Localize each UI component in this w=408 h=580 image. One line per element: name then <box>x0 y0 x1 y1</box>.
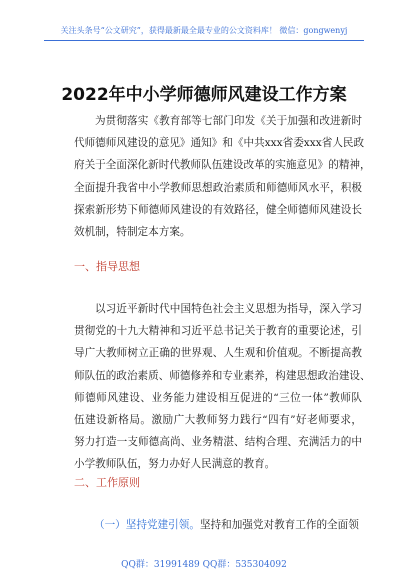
paragraph-line: 贯彻党的十九大精神和习近平总书记关于教育的重要论述，引 <box>74 325 362 338</box>
intro-paragraph <box>74 110 371 243</box>
paragraph-line: 代师德师风建设的意见》通知》和《中共xxx省委xxx省人民政 <box>74 137 365 150</box>
paragraph-line: 为贯彻落实《教育部等七部门印发《关于加强和改进新时 <box>95 115 362 127</box>
principle-item-1 <box>74 517 362 533</box>
paragraph-line: 效机制，特制定本方案。 <box>74 226 191 239</box>
paragraph-line: 全面提升我省中小学教师思想政治素质和师德师风水平，积极 <box>74 181 362 194</box>
section-heading-guiding-ideology: 一、指导思想 <box>74 260 140 273</box>
section-heading-work-principles: 二、工作原则 <box>74 476 140 489</box>
principle-item-text: 坚持和加强党对教育工作的全面领 <box>199 519 359 531</box>
footer-contact: QQ群：31991489 QQ群：535304092 <box>121 560 287 570</box>
document-title: 2022年中小学师德师风建设工作方案 <box>61 85 347 105</box>
guiding-ideology-paragraph <box>74 298 371 476</box>
paragraph-line: 以习近平新时代中国特色社会主义思想为指导，深入学习 <box>95 303 362 315</box>
paragraph-line: 导广大教师树立正确的世界观、人生观和价值观。不断提高教 <box>74 347 362 360</box>
paragraph-line: 府关于全面深化新时代教师队伍建设改革的实施意见》的精神， <box>74 159 371 172</box>
paragraph-line: 师队伍的政治素质、师德修养和专业素养，构建思想政治建设、 <box>74 369 371 382</box>
paragraph-line: 师德师风建设、业务能力建设相互促进的“三位一体”教师队 <box>74 391 362 404</box>
paragraph-line: 伍建设新格局。激励广大教师努力践行“四有”好老师要求， <box>74 414 362 427</box>
header-notice: 关注头条号“公文研究”，获得最新最全最专业的公文资料库！ 微信：gongwenyj <box>60 26 348 35</box>
paragraph-line: 努力打造一支师德高尚、业务精湛、结构合理、充满活力的中 <box>74 436 362 449</box>
principle-item-lead: （一）坚持党建引领。 <box>94 519 200 531</box>
paragraph-line: 小学教师队伍，努力办好人民满意的教育。 <box>74 458 276 471</box>
header-divider <box>44 40 364 41</box>
paragraph-line: 探索新形势下师德师风建设的有效路径，健全师德师风建设长 <box>74 203 362 216</box>
